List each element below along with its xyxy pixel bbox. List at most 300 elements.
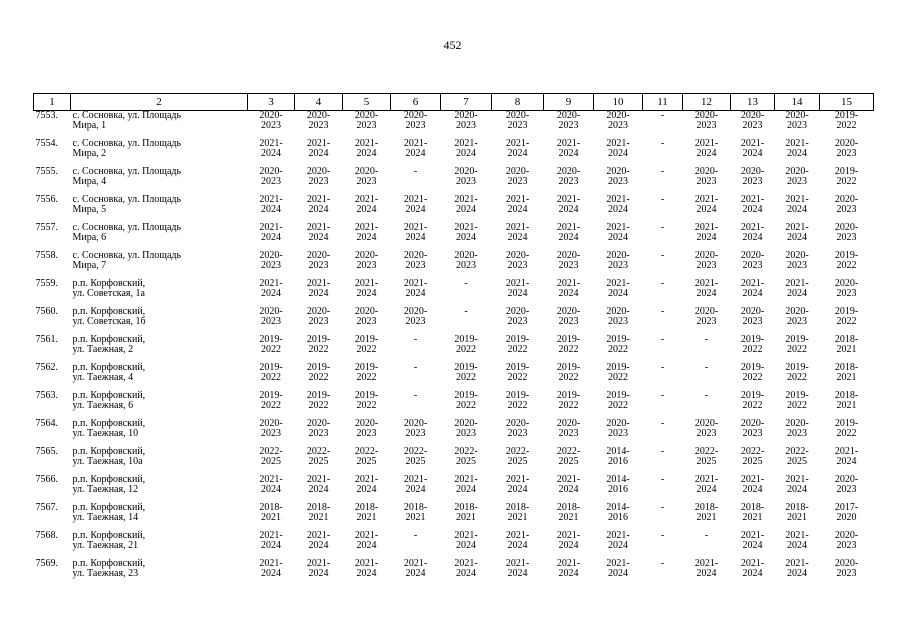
period-cell: 2020- 2023	[505, 110, 530, 131]
period-cell: 2021- 2024	[454, 474, 478, 495]
period-cell: 2020- 2023	[505, 418, 530, 439]
period-cell: 2021- 2024	[306, 138, 331, 159]
table-row	[34, 139, 874, 167]
address-line: ул. Таежная, 6	[72, 399, 134, 411]
period-cell: 2021- 2024	[740, 530, 765, 551]
period-cell: 2021- 2024	[556, 222, 581, 243]
row-number: 7557.	[35, 222, 58, 233]
period-cell: 2020- 2023	[740, 110, 765, 131]
period-cell: 2021- 2024	[454, 222, 478, 243]
period-cell: 2020- 2023	[694, 418, 719, 439]
table-row	[34, 335, 874, 363]
period-cell: -	[660, 250, 665, 261]
period-cell: 2019- 2022	[834, 418, 859, 439]
period-cell: 2020- 2023	[785, 306, 809, 327]
address-line: Мира, 5	[72, 203, 107, 215]
period-cell: 2020- 2023	[403, 418, 428, 439]
period-cell: 2021- 2024	[556, 194, 581, 215]
period-cell: 2019- 2022	[505, 362, 530, 383]
period-cell: -	[413, 334, 418, 345]
row-number: 7563.	[35, 390, 58, 401]
period-cell: 2020- 2023	[694, 306, 719, 327]
address-cell	[71, 167, 248, 195]
address-cell	[71, 391, 248, 419]
period-cell: 2021- 2024	[505, 474, 530, 495]
period-cell: 2020- 2023	[556, 110, 581, 131]
period-cell: 2019- 2022	[740, 334, 765, 355]
address-line: ул. Таежная, 4	[72, 371, 134, 383]
schedule-table	[33, 93, 874, 587]
period-cell: 2019- 2022	[740, 362, 765, 383]
period-cell: 2021- 2024	[785, 530, 809, 551]
period-cell: 2020- 2023	[834, 474, 859, 495]
table-row	[34, 559, 874, 587]
period-cell: 2021- 2024	[606, 558, 630, 579]
period-cell: 2020- 2023	[694, 110, 719, 131]
period-cell: 2020- 2023	[785, 418, 809, 439]
period-cell: -	[660, 362, 665, 373]
period-cell: 2019- 2022	[606, 362, 630, 383]
period-cell: 2021- 2024	[454, 558, 478, 579]
period-cell: 2021- 2024	[454, 530, 478, 551]
table-row	[34, 251, 874, 279]
table-row	[34, 447, 874, 475]
period-cell: 2020- 2023	[694, 166, 719, 187]
table-row	[34, 279, 874, 307]
column-header-1: 1	[34, 94, 71, 111]
period-cell: 2021- 2024	[740, 558, 765, 579]
period-cell: 2021- 2024	[785, 138, 809, 159]
period-cell: 2020- 2023	[259, 166, 283, 187]
period-cell: -	[660, 110, 665, 121]
column-header-3: 3	[248, 94, 295, 111]
address-cell	[71, 195, 248, 223]
period-cell: 2021- 2024	[354, 278, 379, 299]
period-cell: 2021- 2024	[306, 558, 331, 579]
period-cell: 2020- 2023	[740, 306, 765, 327]
period-cell: 2021- 2024	[354, 558, 379, 579]
address-line: р.п. Корфовский,	[72, 530, 146, 541]
period-cell: 2014- 2016	[606, 502, 630, 523]
period-cell: -	[704, 530, 709, 541]
period-cell: 2019- 2022	[306, 362, 331, 383]
period-cell: 2020- 2023	[259, 418, 283, 439]
period-cell: 2021- 2024	[306, 474, 331, 495]
period-cell: 2021- 2024	[403, 194, 428, 215]
period-cell: 2018- 2021	[740, 502, 765, 523]
period-cell: 2021- 2024	[556, 138, 581, 159]
period-cell: 2021- 2024	[556, 530, 581, 551]
table-row	[34, 419, 874, 447]
address-line: ул. Таежная, 10а	[72, 455, 143, 467]
period-cell: 2021- 2024	[556, 278, 581, 299]
row-number: 7554.	[35, 138, 58, 149]
address-line: с. Сосновка, ул. Площадь	[72, 110, 182, 121]
column-header-6: 6	[391, 94, 441, 111]
period-cell: -	[704, 362, 709, 373]
period-cell: 2019- 2022	[354, 334, 379, 355]
period-cell: 2021- 2024	[403, 474, 428, 495]
address-line: ул. Таежная, 2	[72, 343, 134, 355]
period-cell: 2020- 2023	[785, 250, 809, 271]
address-line: р.п. Корфовский,	[72, 278, 146, 289]
period-cell: 2020- 2023	[834, 278, 859, 299]
period-cell: 2014- 2016	[606, 474, 630, 495]
period-cell: 2020- 2023	[306, 250, 331, 271]
column-header-11: 11	[643, 94, 683, 111]
period-cell: 2021- 2024	[785, 222, 809, 243]
period-cell: -	[660, 502, 665, 513]
period-cell: 2020- 2023	[505, 306, 530, 327]
row-number: 7564.	[35, 418, 58, 429]
period-cell: 2021- 2024	[306, 222, 331, 243]
period-cell: 2019- 2022	[785, 334, 809, 355]
period-cell: 2018- 2021	[259, 502, 283, 523]
period-cell: 2021- 2024	[556, 474, 581, 495]
period-cell: 2020- 2023	[606, 250, 630, 271]
period-cell: 2019- 2022	[606, 390, 630, 411]
period-cell: 2021- 2024	[354, 138, 379, 159]
period-cell: 2018- 2021	[306, 502, 331, 523]
period-cell: -	[660, 278, 665, 289]
address-line: ул. Таежная, 23	[72, 567, 139, 579]
period-cell: 2019- 2022	[740, 390, 765, 411]
period-cell: -	[660, 390, 665, 401]
period-cell: 2020- 2023	[454, 418, 478, 439]
period-cell: 2021- 2024	[259, 194, 283, 215]
period-cell: 2020- 2023	[259, 250, 283, 271]
address-line: р.п. Корфовский,	[72, 362, 146, 373]
period-cell: 2021- 2024	[259, 278, 283, 299]
period-cell: 2020- 2023	[606, 166, 630, 187]
address-cell	[71, 447, 248, 475]
address-line: р.п. Корфовский,	[72, 502, 146, 513]
period-cell: 2020- 2023	[354, 166, 379, 187]
address-line: ул. Таежная, 10	[72, 427, 139, 439]
period-cell: 2020- 2023	[403, 110, 428, 131]
period-cell: 2021- 2024	[354, 194, 379, 215]
address-line: р.п. Корфовский,	[72, 558, 146, 569]
address-cell	[71, 503, 248, 531]
address-cell	[71, 307, 248, 335]
period-cell: 2019- 2022	[505, 334, 530, 355]
period-cell: 2020- 2023	[354, 306, 379, 327]
period-cell: 2019- 2022	[306, 334, 331, 355]
period-cell: 2022- 2025	[259, 446, 283, 467]
period-cell: 2020- 2023	[556, 166, 581, 187]
period-cell: 2018- 2021	[354, 502, 379, 523]
period-cell: 2020- 2023	[354, 110, 379, 131]
period-cell: 2022- 2025	[505, 446, 530, 467]
column-header-8: 8	[492, 94, 544, 111]
period-cell: 2021- 2024	[785, 558, 809, 579]
period-cell: 2021- 2024	[505, 138, 530, 159]
period-cell: 2021- 2024	[403, 222, 428, 243]
period-cell: -	[413, 362, 418, 373]
table-row	[34, 111, 874, 140]
address-line: ул. Таежная, 14	[72, 511, 139, 523]
period-cell: 2021- 2024	[403, 558, 428, 579]
period-cell: 2018- 2021	[834, 362, 859, 383]
address-cell	[71, 223, 248, 251]
row-number: 7569.	[35, 558, 58, 569]
address-line: р.п. Корфовский,	[72, 334, 146, 345]
address-line: ул. Советская, 1а	[72, 287, 145, 299]
period-cell: 2021- 2024	[306, 194, 331, 215]
period-cell: 2021- 2024	[740, 474, 765, 495]
period-cell: 2021- 2024	[505, 194, 530, 215]
period-cell: 2021- 2024	[740, 194, 765, 215]
period-cell: 2021- 2024	[354, 530, 379, 551]
period-cell: 2018- 2021	[785, 502, 809, 523]
period-cell: -	[660, 558, 665, 569]
table-row	[34, 531, 874, 559]
period-cell: 2021- 2024	[354, 222, 379, 243]
column-header-5: 5	[343, 94, 391, 111]
address-line: Мира, 4	[72, 175, 107, 187]
period-cell: 2019- 2022	[834, 250, 859, 271]
address-line: Мира, 6	[72, 231, 107, 243]
address-cell	[71, 335, 248, 363]
period-cell: 2019- 2022	[259, 390, 283, 411]
period-cell: 2020- 2023	[306, 418, 331, 439]
table-row	[34, 223, 874, 251]
period-cell: 2019- 2022	[834, 110, 859, 131]
row-number: 7553.	[35, 110, 58, 121]
period-cell: 2021- 2024	[403, 278, 428, 299]
row-number: 7558.	[35, 250, 58, 261]
period-cell: 2018- 2021	[403, 502, 428, 523]
address-cell	[71, 419, 248, 447]
address-cell	[71, 279, 248, 307]
period-cell: 2020- 2023	[740, 250, 765, 271]
period-cell: 2021- 2024	[740, 278, 765, 299]
period-cell: 2020- 2023	[403, 250, 428, 271]
period-cell: 2022- 2025	[306, 446, 331, 467]
period-cell: 2020- 2023	[556, 250, 581, 271]
period-cell: 2021- 2024	[556, 558, 581, 579]
address-line: Мира, 2	[72, 147, 107, 159]
period-cell: 2020- 2023	[306, 110, 331, 131]
period-cell: 2020- 2023	[834, 138, 859, 159]
column-header-14: 14	[775, 94, 820, 111]
period-cell: 2020- 2023	[834, 558, 859, 579]
period-cell: -	[660, 418, 665, 429]
period-cell: -	[660, 334, 665, 345]
period-cell: 2020- 2023	[354, 250, 379, 271]
period-cell: 2020- 2023	[834, 222, 859, 243]
period-cell: 2020- 2023	[740, 418, 765, 439]
period-cell: 2021- 2024	[454, 138, 478, 159]
address-line: ул. Советская, 1б	[72, 315, 146, 327]
period-cell: 2019- 2022	[606, 334, 630, 355]
address-line: с. Сосновка, ул. Площадь	[72, 138, 182, 149]
address-line: ул. Таежная, 21	[72, 539, 139, 551]
row-number: 7565.	[35, 446, 58, 457]
period-cell: -	[660, 306, 665, 317]
period-cell: 2019- 2022	[556, 390, 581, 411]
period-cell: 2019- 2022	[306, 390, 331, 411]
period-cell: 2021- 2024	[785, 474, 809, 495]
period-cell: 2019- 2022	[785, 362, 809, 383]
period-cell: 2022- 2025	[403, 446, 428, 467]
column-header-9: 9	[544, 94, 594, 111]
period-cell: 2020- 2023	[785, 166, 809, 187]
period-cell: 2020- 2023	[403, 306, 428, 327]
column-header-13: 13	[731, 94, 775, 111]
column-header-15: 15	[820, 94, 874, 111]
period-cell: 2018- 2021	[556, 502, 581, 523]
row-number: 7561.	[35, 334, 58, 345]
page-number: 452	[443, 38, 462, 52]
period-cell: 2021- 2024	[694, 558, 719, 579]
period-cell: 2021- 2024	[694, 138, 719, 159]
period-cell: 2021- 2024	[306, 530, 331, 551]
address-cell	[71, 111, 248, 140]
period-cell: 2019- 2022	[454, 334, 478, 355]
period-cell: -	[660, 138, 665, 149]
period-cell: 2019- 2022	[834, 166, 859, 187]
period-cell: 2021- 2024	[259, 222, 283, 243]
period-cell: 2021- 2024	[694, 474, 719, 495]
period-cell: 2021- 2024	[834, 446, 859, 467]
address-line: р.п. Корфовский,	[72, 390, 146, 401]
period-cell: 2020- 2023	[306, 166, 331, 187]
period-cell: 2020- 2023	[556, 306, 581, 327]
period-cell: 2021- 2024	[694, 194, 719, 215]
period-cell: -	[413, 390, 418, 401]
period-cell: 2020- 2023	[505, 250, 530, 271]
period-cell: 2021- 2024	[505, 558, 530, 579]
period-cell: -	[464, 278, 468, 289]
period-cell: 2021- 2024	[785, 278, 809, 299]
period-cell: -	[413, 530, 418, 541]
period-cell: 2018- 2021	[505, 502, 530, 523]
period-cell: 2019- 2022	[354, 362, 379, 383]
period-cell: 2020- 2023	[454, 166, 478, 187]
period-cell: 2022- 2025	[785, 446, 809, 467]
period-cell: 2020- 2023	[785, 110, 809, 131]
row-number: 7559.	[35, 278, 58, 289]
period-cell: 2019- 2022	[454, 390, 478, 411]
column-header-10: 10	[594, 94, 643, 111]
address-line: с. Сосновка, ул. Площадь	[72, 194, 182, 205]
row-number: 7560.	[35, 306, 58, 317]
period-cell: -	[660, 446, 665, 457]
period-cell: 2021- 2024	[454, 194, 478, 215]
address-line: р.п. Корфовский,	[72, 418, 146, 429]
period-cell: 2020- 2023	[694, 250, 719, 271]
period-cell: 2021- 2024	[694, 278, 719, 299]
period-cell: -	[660, 474, 665, 485]
period-cell: 2021- 2024	[259, 558, 283, 579]
period-cell: 2019- 2022	[454, 362, 478, 383]
row-number: 7566.	[35, 474, 58, 485]
period-cell: 2021- 2024	[354, 474, 379, 495]
address-line: Мира, 1	[72, 119, 107, 131]
period-cell: 2019- 2022	[259, 362, 283, 383]
period-cell: -	[413, 166, 418, 177]
table-row	[34, 195, 874, 223]
period-cell: 2019- 2022	[354, 390, 379, 411]
period-cell: 2019- 2022	[785, 390, 809, 411]
table-row	[34, 503, 874, 531]
period-cell: 2020- 2023	[606, 110, 630, 131]
period-cell: 2018- 2021	[834, 390, 859, 411]
period-cell: 2019- 2022	[259, 334, 283, 355]
period-cell: 2022- 2025	[740, 446, 765, 467]
period-cell: 2021- 2024	[259, 530, 283, 551]
period-cell: 2021- 2024	[785, 194, 809, 215]
period-cell: 2014- 2016	[606, 446, 630, 467]
period-cell: 2020- 2023	[454, 250, 478, 271]
period-cell: 2020- 2023	[740, 166, 765, 187]
row-number: 7568.	[35, 530, 58, 541]
address-line: ул. Таежная, 12	[72, 483, 139, 495]
address-line: р.п. Корфовский,	[72, 474, 146, 485]
period-cell: 2018- 2021	[834, 334, 859, 355]
table-row	[34, 167, 874, 195]
address-line: Мира, 7	[72, 259, 107, 271]
period-cell: -	[660, 166, 665, 177]
period-cell: 2020- 2023	[834, 194, 859, 215]
period-cell: 2021- 2024	[505, 530, 530, 551]
period-cell: 2020- 2023	[505, 166, 530, 187]
column-header-7: 7	[441, 94, 492, 111]
address-cell	[71, 363, 248, 391]
period-cell: 2021- 2024	[606, 138, 630, 159]
period-cell: 2020- 2023	[454, 110, 478, 131]
period-cell: 2019- 2022	[556, 334, 581, 355]
period-cell: 2019- 2022	[834, 306, 859, 327]
period-cell: 2020- 2023	[354, 418, 379, 439]
period-cell: -	[660, 530, 665, 541]
period-cell: 2021- 2024	[606, 222, 630, 243]
period-cell: 2021- 2024	[403, 138, 428, 159]
column-header-2: 2	[71, 94, 248, 111]
period-cell: 2020- 2023	[306, 306, 331, 327]
period-cell: 2018- 2021	[694, 502, 719, 523]
table-row	[34, 475, 874, 503]
table-row	[34, 307, 874, 335]
address-cell	[71, 559, 248, 587]
column-header-12: 12	[683, 94, 731, 111]
table-row	[34, 363, 874, 391]
period-cell: 2021- 2024	[505, 222, 530, 243]
period-cell: 2021- 2024	[740, 222, 765, 243]
table-row	[34, 391, 874, 419]
row-number: 7567.	[35, 502, 58, 513]
address-cell	[71, 139, 248, 167]
period-cell: 2022- 2025	[354, 446, 379, 467]
address-cell	[71, 251, 248, 279]
period-cell: 2022- 2025	[454, 446, 478, 467]
address-line: р.п. Корфовский,	[72, 306, 146, 317]
period-cell: 2020- 2023	[259, 306, 283, 327]
period-cell: 2020- 2023	[259, 110, 283, 131]
address-cell	[71, 475, 248, 503]
address-line: с. Сосновка, ул. Площадь	[72, 222, 182, 233]
period-cell: -	[660, 194, 665, 205]
address-line: с. Сосновка, ул. Площадь	[72, 250, 182, 261]
period-cell: 2021- 2024	[694, 222, 719, 243]
period-cell: -	[660, 222, 665, 233]
period-cell: 2021- 2024	[259, 474, 283, 495]
column-header-4: 4	[295, 94, 343, 111]
period-cell: 2021- 2024	[505, 278, 530, 299]
period-cell: 2018- 2021	[454, 502, 478, 523]
period-cell: 2021- 2024	[606, 194, 630, 215]
